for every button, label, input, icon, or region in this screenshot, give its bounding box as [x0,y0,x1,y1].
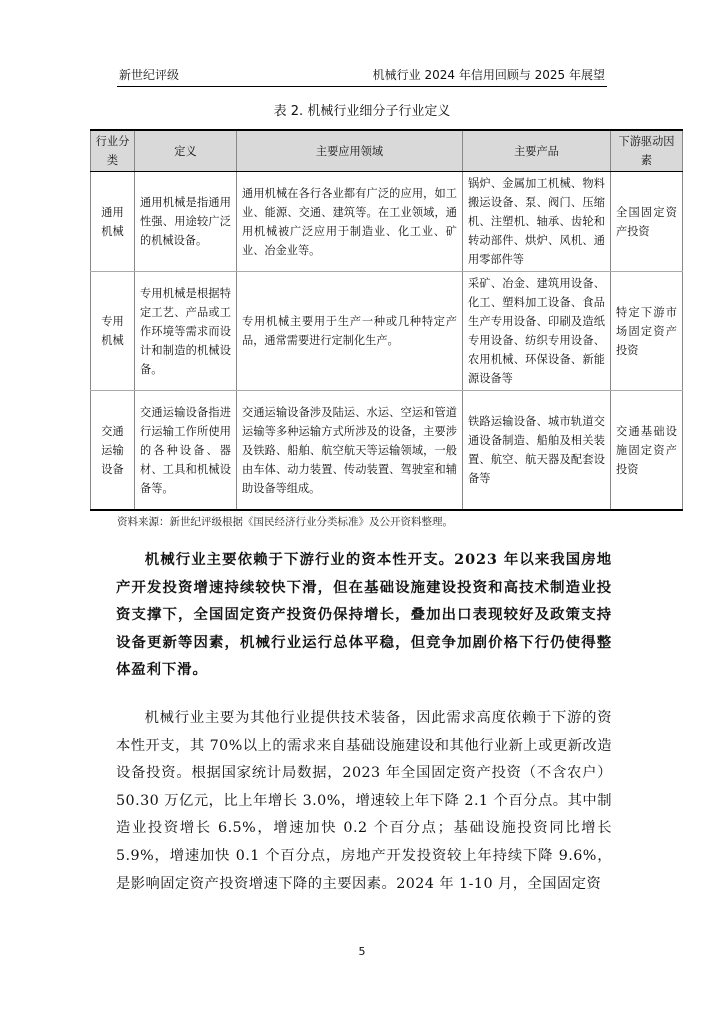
cell-category: 专用机械 [91,272,135,391]
table-source-note: 资料来源：新世纪评级根据《国民经济行业分类标准》及公开资料整理。 [117,516,453,528]
cell-application: 交通运输设备涉及陆运、水运、空运和管道运输等多种运输方式所涉及的设备，主要涉及铁路、船舶、航空航天等运输领域，一般由车体、动力装置、传动装置、驾驶室和辅助设备等组成。 [237,391,463,511]
cell-driver: 全国固定资产投资 [611,172,683,272]
body-paragraph: 机械行业主要为其他行业提供技术装备，因此需求高度依赖于下游的资本性开支，其 70%以上的需求来自基础设施建设和其他行业新上或更新改造设备投资。根据国家统计局数据，2023 年全国固定资产投资（不含农户）50.30 万亿元，比上年增长 3.0%，增速较上年下降 2.1 个百分点。其中制造业投资增长 6.5%，增速加快 0.2 个百分点；基础设施投资同比增长 5.9%，增速加快 0.1 个百分点，房地产开发投资较上年持续下降 9.6%，是影响固定资产投资增速下降的主要因素。2024 年 1-10 月，全国固定资 [116,710,612,892]
col-header-definition: 定义 [135,130,237,172]
cell-products: 铁路运输设备、城市轨道交通设备制造、船舶及相关装置、航空、航天器及配套设备等 [463,391,611,511]
cell-definition: 专用机械是根据特定工艺、产品或工作环境等需求而设计和制造的机械设备。 [135,272,237,391]
col-header-products: 主要产品 [463,130,611,172]
col-header-application: 主要应用领域 [237,130,463,172]
cell-definition: 交通运输设备指进行运输工作所使用的各种设备、器材、工具和机械设备等。 [135,391,237,511]
table-header-row [91,130,683,172]
cell-driver: 特定下游市场固定资产投资 [611,272,683,391]
col-header-category: 行业分类 [91,130,135,172]
cell-application: 通用机械在各行各业都有广泛的应用，如工业、能源、交通、建筑等。在工业领域，通用机械被广泛应用于制造业、化工业、矿业、冶金业等。 [237,172,463,272]
col-header-driver: 下游驱动因素 [611,130,683,172]
table-row [91,391,683,511]
cell-category: 交通运输设备 [91,391,135,511]
cell-category: 通用机械 [91,172,135,272]
header-report-title: 机械行业 2024 年信用回顾与 2025 年展望 [372,68,605,82]
subindustry-definition-table [90,129,683,511]
cell-products: 采矿、冶金、建筑用设备、化工、塑料加工设备、食品生产专用设备、印刷及造纸专用设备、纺织专用设备、农用机械、环保设备、新能源设备等 [463,272,611,391]
cell-products: 锅炉、金属加工机械、物料搬运设备、泵、阀门、压缩机、注塑机、轴承、齿轮和转动部件、烘炉、风机、通用零部件等 [463,172,611,272]
table-row [91,172,683,272]
page-number: 5 [358,945,366,958]
table-row [91,272,683,391]
page-header [117,68,607,87]
cell-definition: 通用机械是指通用性强、用途较广泛的机械设备。 [135,172,237,272]
cell-driver: 交通基础设施固定资产投资 [611,391,683,511]
header-org: 新世纪评级 [119,68,180,82]
cell-application: 专用机械主要用于生产一种或几种特定产品，通常需要进行定制化生产。 [237,272,463,391]
table-title: 表 2. 机械行业细分子行业定义 [273,104,451,119]
summary-paragraph-bold: 机械行业主要依赖于下游行业的资本性开支。2023 年以来我国房地产开发投资增速持续较快下滑，但在基础设施建设投资和高技术制造业投资支撑下，全国固定资产投资仍保持增长，叠加出口表现较好及政策支持设备更新等因素，机械行业运行总体平稳，但竞争加剧价格下行仍使得整体盈利下滑。 [116,551,612,679]
